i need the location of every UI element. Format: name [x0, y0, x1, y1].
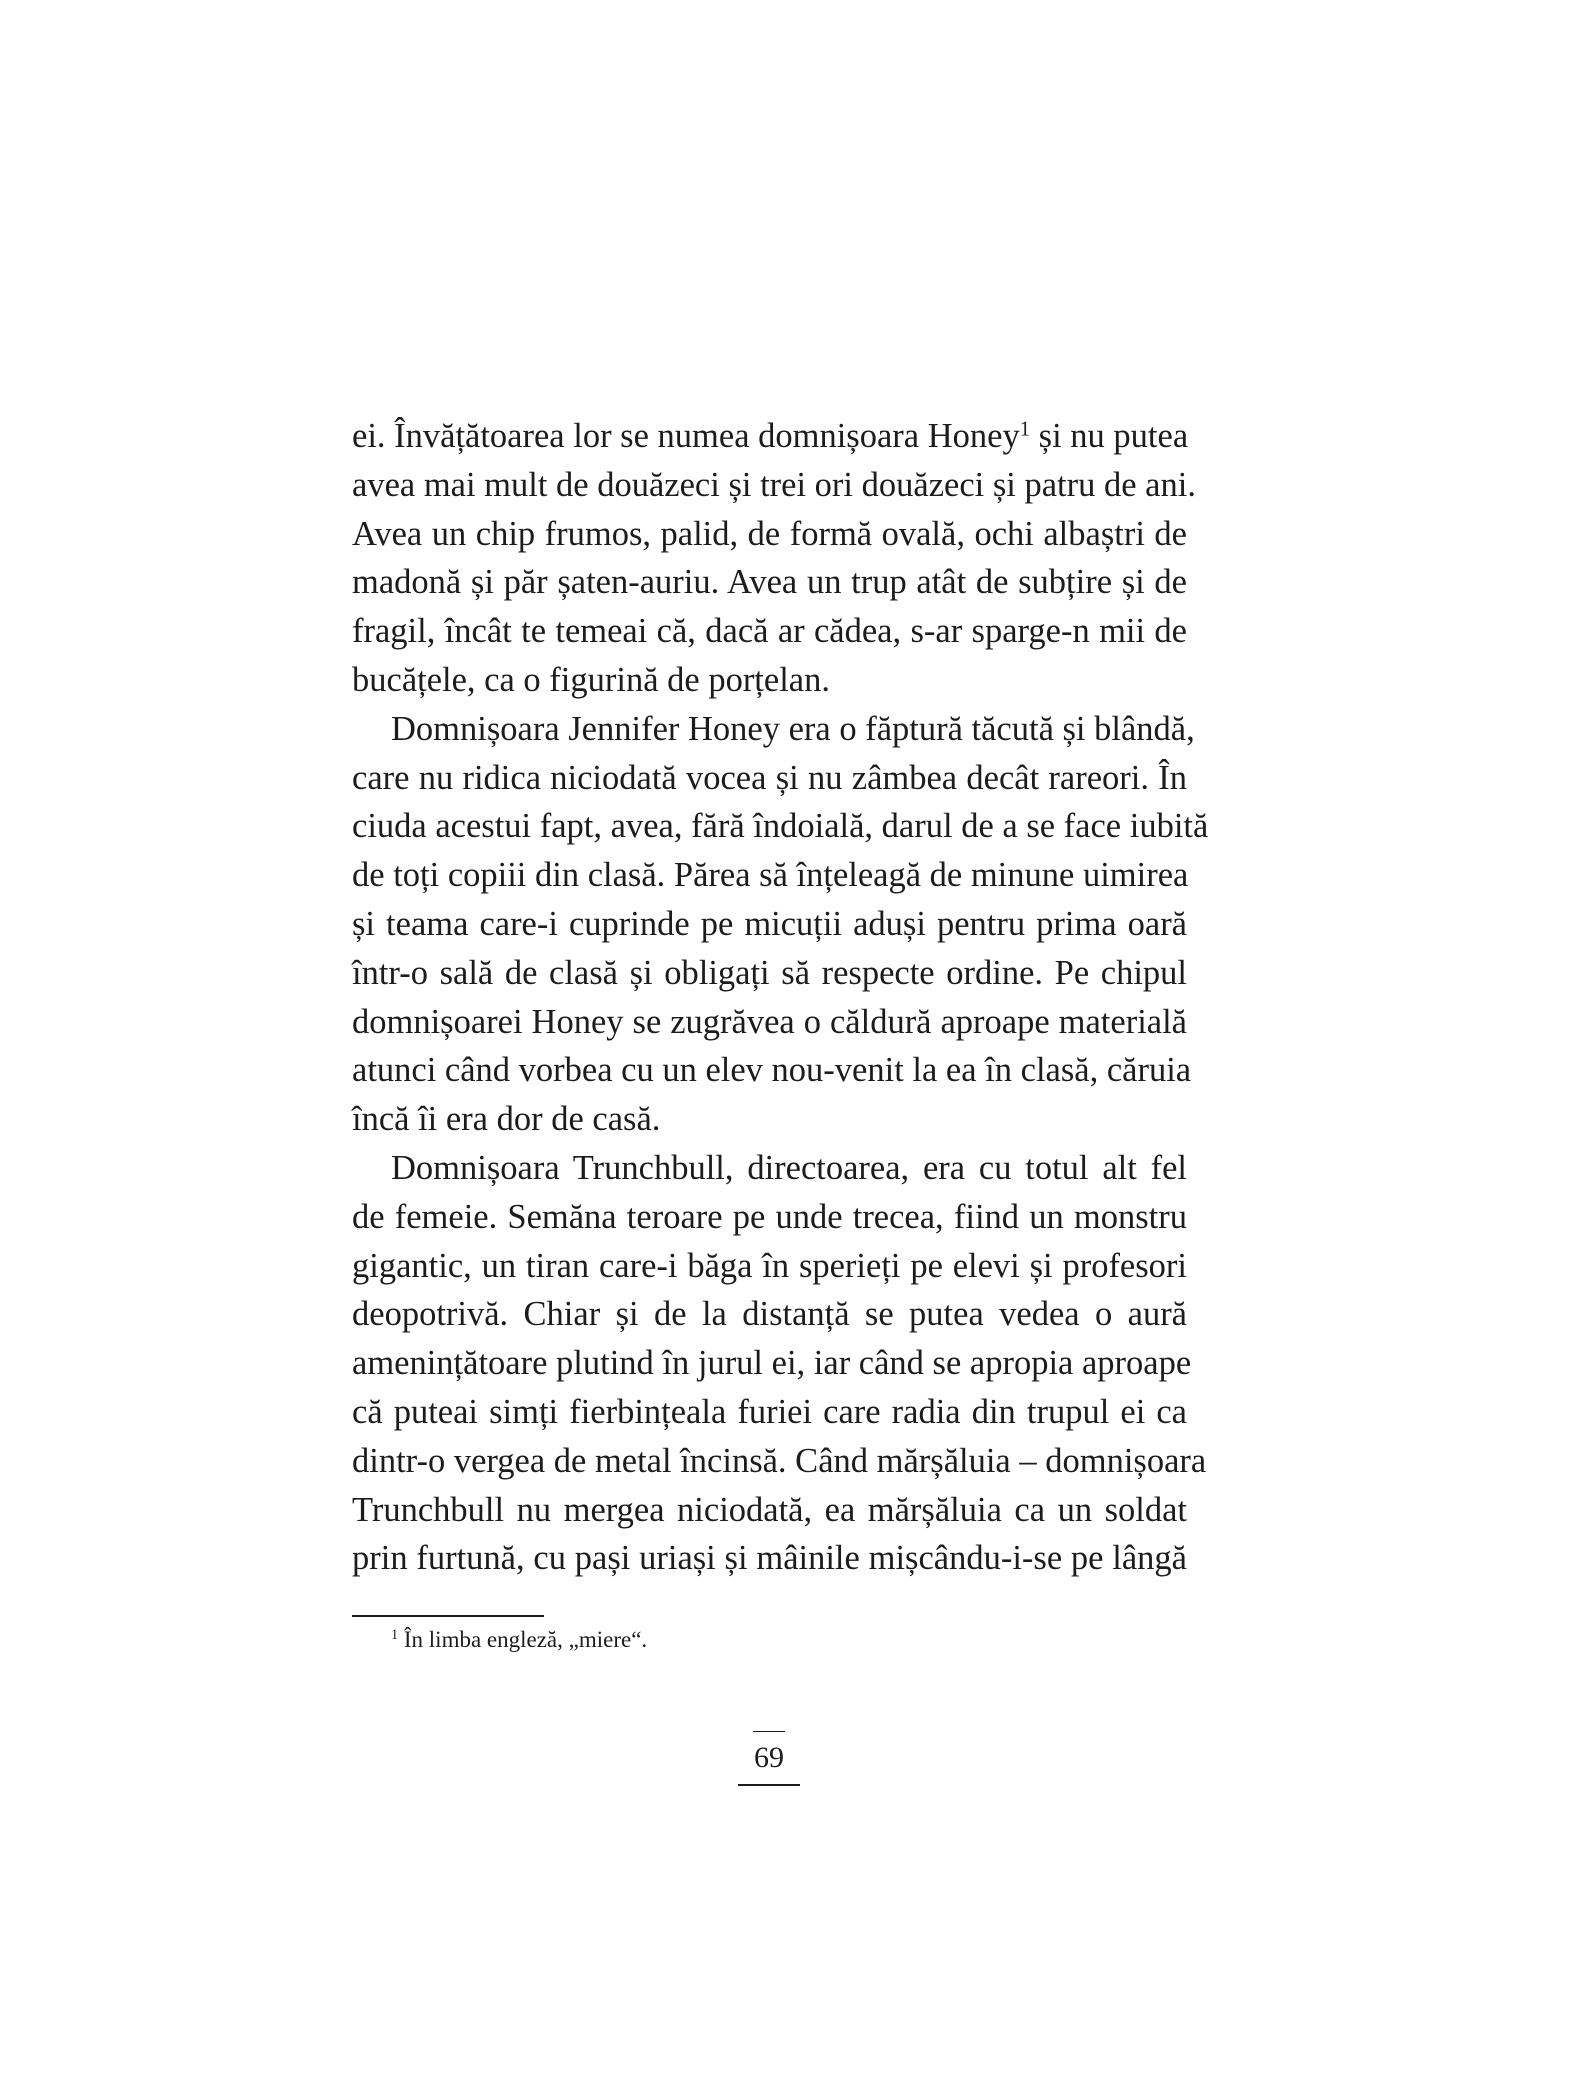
text-line: care nu ridica niciodată vocea și nu zâmbea decât rareori. În [352, 758, 1187, 797]
page-number: 69 [754, 1741, 784, 1774]
text-line: avea mai mult de douăzeci și trei ori douăzeci și patru de ani. [352, 465, 1196, 504]
text-line: dintr-o vergea de metal încinsă. Când mărșăluia – domnișoara [352, 1441, 1207, 1480]
text-line: prin furtună, cu pași uriași și mâinile mișcându-i-se pe lângă [352, 1539, 1187, 1578]
body-text [352, 412, 1209, 1583]
text-line: gigantic, un tiran care-i băga în sperieți pe elevi și profesori [352, 1246, 1187, 1285]
page-number-bottom-rule [738, 1784, 800, 1786]
paragraph-first-line: Domnișoara Trunchbull, directoarea, era cu totul alt fel [391, 1148, 1187, 1187]
text-line: că puteai simți fierbințeala furiei care radia din trupul ei ca [352, 1392, 1187, 1431]
text-line: și teama care-i cuprinde pe micuții aduși pentru prima oară [352, 904, 1187, 943]
text-line: fragil, încât te temeai că, dacă ar cădea, s-ar sparge-n mii de [352, 612, 1187, 651]
footnote-divider [352, 1615, 544, 1617]
text-line: madonă și păr șaten-auriu. Avea un trup atât de subțire și de [352, 563, 1187, 602]
text-line: Trunchbull nu mergea niciodată, ea mărșăluia ca un soldat [352, 1490, 1187, 1529]
text-line: atunci când vorbea cu un elev nou-venit la ea în clasă, căruia [352, 1051, 1192, 1090]
text-line: amenințătoare plutind în jurul ei, iar când se apropia aproape [352, 1344, 1192, 1383]
text-line: domnișoarei Honey se zugrăvea o căldură aproape materială [352, 1002, 1187, 1041]
page-number-top-rule [753, 1731, 785, 1732]
text-line: ciuda acestui fapt, avea, fără îndoială, darul de a se face iubită [352, 807, 1209, 846]
paragraph-end-line: încă îi era dor de casă. [352, 1100, 661, 1139]
text-line: deopotrivă. Chiar și de la distanță se putea vedea o aură [352, 1295, 1187, 1334]
text-line: într-o sală de clasă și obligați să respecte ordine. Pe chipul [352, 953, 1187, 992]
text-line: Avea un chip frumos, palid, de formă ovală, ochi albaștri de [352, 514, 1187, 553]
footnote-number: 1 [391, 1627, 399, 1644]
text-line: de femeie. Semăna teroare pe unde trecea, fiind un monstru [352, 1197, 1187, 1236]
footnote-text: În limba engleză, „miere“. [398, 1627, 648, 1652]
paragraph-first-line: Domnișoara Jennifer Honey era o făptură tăcută și blândă, [391, 709, 1195, 748]
footnote-reference[interactable]: 1 [1019, 418, 1031, 441]
text-line: de toți copiii din clasă. Părea să înțeleagă de minune uimirea [352, 856, 1189, 895]
page-footer [738, 1731, 800, 1786]
text-line: ei. Învățătoarea lor se numea domnișoara Honey$^1$ și nu putea [352, 417, 1189, 455]
footnote [391, 1625, 647, 1655]
paragraph-end-line: bucățele, ca o figurină de porțelan. [352, 660, 830, 699]
